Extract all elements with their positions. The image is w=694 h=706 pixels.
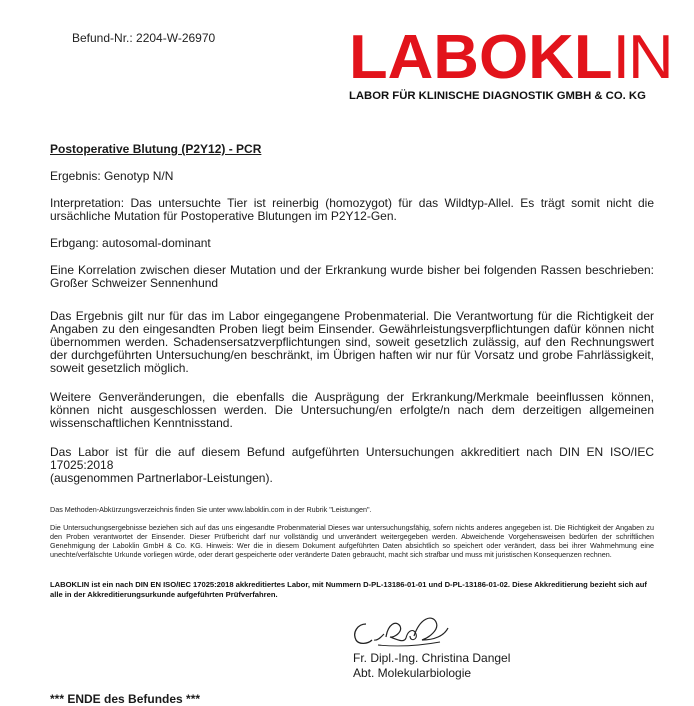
end-of-report: *** ENDE des Befundes *** <box>50 692 201 706</box>
laboklin-logo <box>349 23 672 102</box>
accreditation-statement: LABOKLIN ist ein nach DIN EN ISO/IEC 17025:2018 akkreditiertes Labor, mit Nummern D-PL-13186-01-01 und D-PL-13186-01-02. Diese Akkreditierung bezieht sich auf alle in der Akkreditierungsurkunde aufgeführten Prüfverfahren. <box>50 580 647 599</box>
logo-wordmark-end: IN <box>612 23 672 92</box>
report-number: Befund-Nr.: 2204-W-26970 <box>72 31 216 45</box>
interpretation-text: Interpretation: Das untersuchte Tier ist reinerbig (homozygot) für das Wildtyp-Allel. Es trägt somit nicht die ursächliche Mutation für Postoperative Blutungen im P2Y12-Gen. <box>50 196 654 223</box>
correlation-text: Eine Korrelation zwischen dieser Mutation und der Erkrankung wurde bisher bei folgenden Rassen beschrieben: Großer Schweizer Sennenhund <box>50 263 654 290</box>
logo-subtitle: LABOR FÜR KLINISCHE DIAGNOSTIK GMBH & CO. KG <box>349 90 646 102</box>
report-title: Postoperative Blutung (P2Y12) - PCR <box>50 142 262 156</box>
signer-department: Abt. Molekularbiologie <box>353 666 472 680</box>
logo-wordmark-main: LABOKL <box>349 23 613 92</box>
logo-wordmark <box>349 23 675 92</box>
validity-text: Das Ergebnis gilt nur für das im Labor eingegangene Probenmaterial. Die Verantwortung für die Richtigkeit der Angaben zu den eingesandten Proben liegt beim Einsender. Gewährleistungsverpflichtungen dafür können nicht übernommen werden. Schadensersatzverpflichtungen sind, soweit gesetzlich zulässig, auf den Rechnungswert der durchgeführten Untersuchung/en beschränkt, im Übrigen haften wir nur für Vorsatz und grobe Fahrlässigkeit, soweit gesetzlich möglich. <box>50 309 654 375</box>
accreditation-text: Das Labor ist für die auf diesem Befund aufgeführten Untersuchungen akkreditiert nach DIN EN ISO/IEC 17025:2018 <box>50 445 654 472</box>
signer-block <box>353 651 510 681</box>
other-changes-text: Weitere Genveränderungen, die ebenfalls die Ausprägung der Erkrankung/Merkmale beeinflussen können, können nicht ausgeschlossen werden. Die Untersuchung/en erfolgte/n nach dem derzeitigen allgemeinen wissenschaftlichen Kenntnisstand. <box>50 390 654 430</box>
result-line: Ergebnis: Genotyp N/N <box>50 169 174 183</box>
signer-name: Fr. Dipl.-Ing. Christina Dangel <box>353 651 511 665</box>
legal-disclaimer: Die Untersuchungsergebnisse beziehen sich auf das uns eingesandte Probenmaterial Dieses war untersuchungsfähig, sofern nichts anderes angegeben ist. Die Richtigkeit der Angaben zu den Proben verantwortet der Einsender. Dieser Prüfbericht darf nur vollständig und unverändert weitergegeben werden. Abweichende Vorgehensweisen bedürfen der schriftlichen Genehmigung der Laboklin GmbH & Co. KG. Hinweis: Wer die in diesem Dokument aufgeführten Daten absichtlich so speichert oder verändert, dass bei ihrer Wahrnehmung eine unechte/verfälschte Urkunde vorliegen würde, oder derart gespeicherte oder veränderte Daten gebraucht, macht sich strafbar und muss mit juristischen Konsequenzen rechnen. <box>50 523 654 559</box>
methods-note: Das Methoden-Abkürzungsverzeichnis finden Sie unter www.laboklin.com in der Rubrik "Leistungen". <box>50 505 372 514</box>
report-body <box>50 143 654 485</box>
handwritten-signature <box>348 610 458 652</box>
inheritance-line: Erbgang: autosomal-dominant <box>50 236 211 250</box>
accreditation-exception: (ausgenommen Partnerlabor-Leistungen). <box>50 471 273 485</box>
